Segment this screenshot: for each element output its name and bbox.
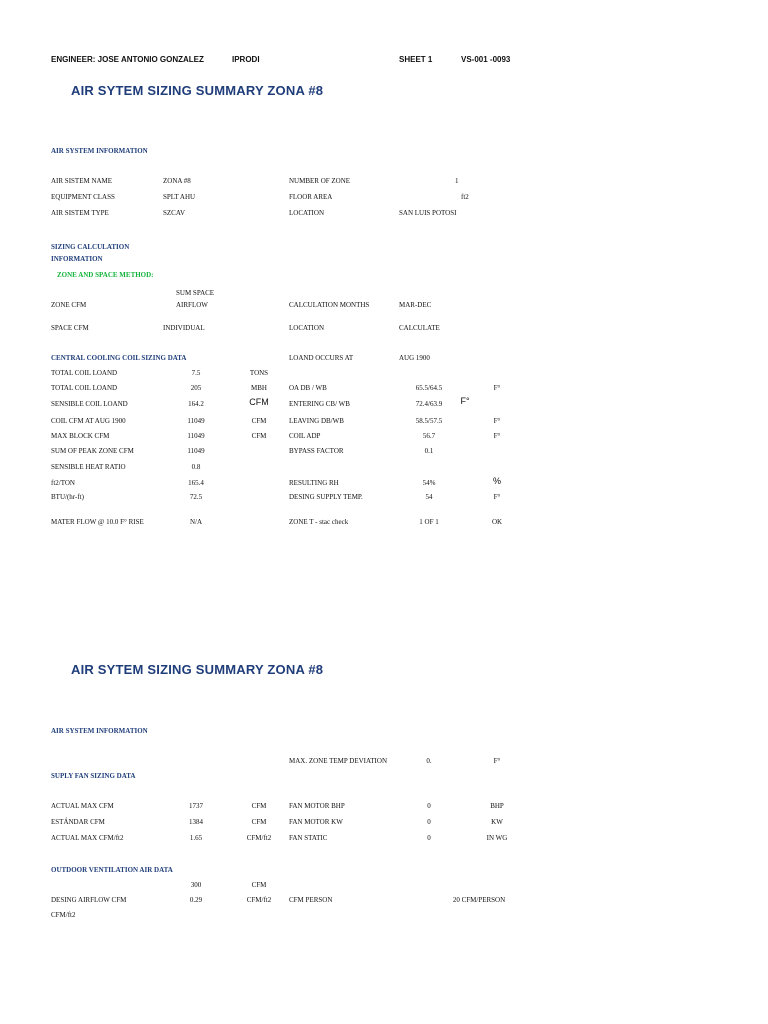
row-label: FLOOR AREA xyxy=(289,193,333,201)
outdoor-top-unit: CFM xyxy=(251,881,267,889)
space-cfm-label: SPACE CFM xyxy=(51,324,89,332)
row-unit: F° xyxy=(493,493,501,501)
section-title: AIR SYTEM SIZING SUMMARY ZONA #8 xyxy=(71,662,324,677)
row-unit: % xyxy=(492,476,502,486)
fan-heading: SUPLY FAN SIZING DATA xyxy=(51,772,136,780)
max-zone-label: MAX. ZONE TEMP DEVIATION xyxy=(289,757,387,765)
row-value: 72.5 xyxy=(189,493,203,501)
row-value: 54% xyxy=(422,479,436,487)
row-value: 164.2 xyxy=(188,400,204,408)
row-value: 0 xyxy=(427,818,431,826)
row-value: 72.4/63.9 xyxy=(415,400,443,408)
zone-cfm-label: ZONE CFM xyxy=(51,301,87,309)
sheet-number: SHEET 1 xyxy=(399,55,433,64)
row-label: BTU/(hr-ft) xyxy=(51,493,84,501)
row-label: FAN MOTOR BHP xyxy=(289,802,345,810)
load-occurs-value: AUG 1900 xyxy=(399,354,430,362)
outdoor-top-value: 300 xyxy=(190,881,202,889)
zone-cfm-value-2: AIRFLOW xyxy=(176,301,208,309)
row-value: 165.4 xyxy=(188,479,204,487)
row-unit: CFM/ft2 xyxy=(246,834,272,842)
row-value: 1737 xyxy=(189,802,203,810)
page-title: AIR SYTEM SIZING SUMMARY ZONA #8 xyxy=(71,83,324,98)
row-value: ZONA #8 xyxy=(163,177,191,185)
row-label: SENSIBLE COIL LOAND xyxy=(51,400,128,408)
row-value: 1 xyxy=(455,177,459,185)
max-zone-value: 0. xyxy=(426,757,432,765)
zone-t-status: OK xyxy=(491,518,503,526)
row-value: 54 xyxy=(425,493,433,501)
row-value: SPLT AHU xyxy=(163,193,196,201)
air-system-info-heading-2: AIR SYSTEM INFORMATION xyxy=(51,727,148,735)
air-system-info-heading: AIR SYSTEM INFORMATION xyxy=(51,147,148,155)
row-label: NUMBER OF ZONE xyxy=(289,177,351,185)
row-value: SZCAV xyxy=(163,209,186,217)
company-name: IPRODI xyxy=(232,55,260,64)
load-occurs-label: LOAND OCCURS AT xyxy=(289,354,354,362)
row-label: FAN MOTOR KW xyxy=(289,818,343,826)
method-label: ZONE AND SPACE METHOD: xyxy=(57,271,154,279)
row-label: COIL CFM AT AUG 1900 xyxy=(51,417,126,425)
row-value: 1384 xyxy=(189,818,203,826)
row-label: ft2/TON xyxy=(51,479,75,487)
row-unit: MBH xyxy=(251,384,267,392)
row-label: COIL ADP xyxy=(289,432,321,440)
row-unit: F° xyxy=(493,384,501,392)
row-label: OA DB / WB xyxy=(289,384,327,392)
row-value: 7.5 xyxy=(191,369,201,377)
row-value: 11049 xyxy=(187,432,205,440)
row-label: ACTUAL MAX CFM/ft2 xyxy=(51,834,124,842)
row-unit: F° xyxy=(493,417,501,425)
row-label: EQUIPMENT CLASS xyxy=(51,193,115,201)
row-label: FAN STATIC xyxy=(289,834,328,842)
zone-t-value: 1 OF 1 xyxy=(419,518,439,526)
row-unit: CFM xyxy=(251,818,267,826)
row-label: DESING SUPPLY TEMP. xyxy=(289,493,363,501)
row-unit: CFM xyxy=(251,802,267,810)
row-unit: F° xyxy=(460,396,470,406)
row-label: LEAVING DB/WB xyxy=(289,417,344,425)
row-value: SAN LUIS POTOSI xyxy=(399,209,457,217)
row-label: BYPASS FACTOR xyxy=(289,447,344,455)
outdoor-heading: OUTDOOR VENTILATION AIR DATA xyxy=(51,866,173,874)
location-label: LOCATION xyxy=(289,324,324,332)
desing-airflow-value: 0.29 xyxy=(189,896,203,904)
row-label: MAX BLOCK CFM xyxy=(51,432,110,440)
row-unit: CFM xyxy=(251,432,267,440)
water-flow-value: N/A xyxy=(189,518,203,526)
row-value: 11049 xyxy=(187,447,205,455)
sizing-calc-heading: SIZING CALCULATION xyxy=(51,243,130,251)
location-value: CALCULATE xyxy=(399,324,440,332)
row-label: RESULTING RH xyxy=(289,479,339,487)
row-label: ACTUAL MAX CFM xyxy=(51,802,114,810)
row-value: 56.7 xyxy=(422,432,436,440)
row-value: 65.5/64.5 xyxy=(415,384,443,392)
row-label: TOTAL COIL LOAND xyxy=(51,369,118,377)
cfm-person-label: CFM PERSON xyxy=(289,896,333,904)
row-value: 0 xyxy=(427,834,431,842)
row-label: ESTÁNDAR CFM xyxy=(51,818,105,826)
space-cfm-value: INDIVIDUAL xyxy=(163,324,205,332)
zone-cfm-value-1: SUM SPACE xyxy=(176,289,215,297)
desing-airflow-unit: CFM/ft2 xyxy=(246,896,272,904)
row-value: ft2 xyxy=(461,193,469,201)
row-unit: BHP xyxy=(490,802,504,810)
water-flow-label: MATER FLOW @ 10.0 F° RISE xyxy=(51,518,144,526)
row-value: 58.5/57.5 xyxy=(415,417,443,425)
engineer-name: ENGINEER: JOSE ANTONIO GONZALEZ xyxy=(51,55,204,64)
row-unit: IN WG xyxy=(486,834,508,842)
zone-t-label: ZONE T - stac check xyxy=(289,518,349,526)
document-code: VS-001 -0093 xyxy=(461,55,511,64)
desing-airflow-label: DESING AIRFLOW CFM xyxy=(51,896,127,904)
row-unit: CFM xyxy=(249,397,269,407)
row-value: 0.1 xyxy=(424,447,434,455)
row-label: SENSIBLE HEAT RATIO xyxy=(51,463,126,471)
row-value: 0.8 xyxy=(191,463,201,471)
row-value: 0 xyxy=(427,802,431,810)
cfm-ft2-label: CFM/ft2 xyxy=(51,911,76,919)
row-label: ENTERING CB/ WB xyxy=(289,400,350,408)
row-unit: CFM xyxy=(251,417,267,425)
row-label: AIR SISTEM TYPE xyxy=(51,209,109,217)
row-unit: F° xyxy=(493,432,501,440)
sizing-calc-heading-2: INFORMATION xyxy=(51,255,103,263)
cfm-person-value: 20 CFM/PERSON xyxy=(452,896,506,904)
row-unit: KW xyxy=(491,818,503,826)
row-label: TOTAL COIL LOAND xyxy=(51,384,118,392)
row-value: 1.65 xyxy=(189,834,203,842)
row-label: AIR SISTEM NAME xyxy=(51,177,113,185)
row-label: LOCATION xyxy=(289,209,324,217)
row-value: 11049 xyxy=(187,417,205,425)
calc-months-value: MAR-DEC xyxy=(399,301,432,309)
max-zone-unit: F° xyxy=(493,757,501,765)
row-unit: TONS xyxy=(249,369,269,377)
row-label: SUM OF PEAK ZONE CFM xyxy=(51,447,134,455)
cooling-coil-heading: CENTRAL COOLING COIL SIZING DATA xyxy=(51,354,187,362)
calc-months-label: CALCULATION MONTHS xyxy=(289,301,370,309)
row-value: 205 xyxy=(190,384,202,392)
